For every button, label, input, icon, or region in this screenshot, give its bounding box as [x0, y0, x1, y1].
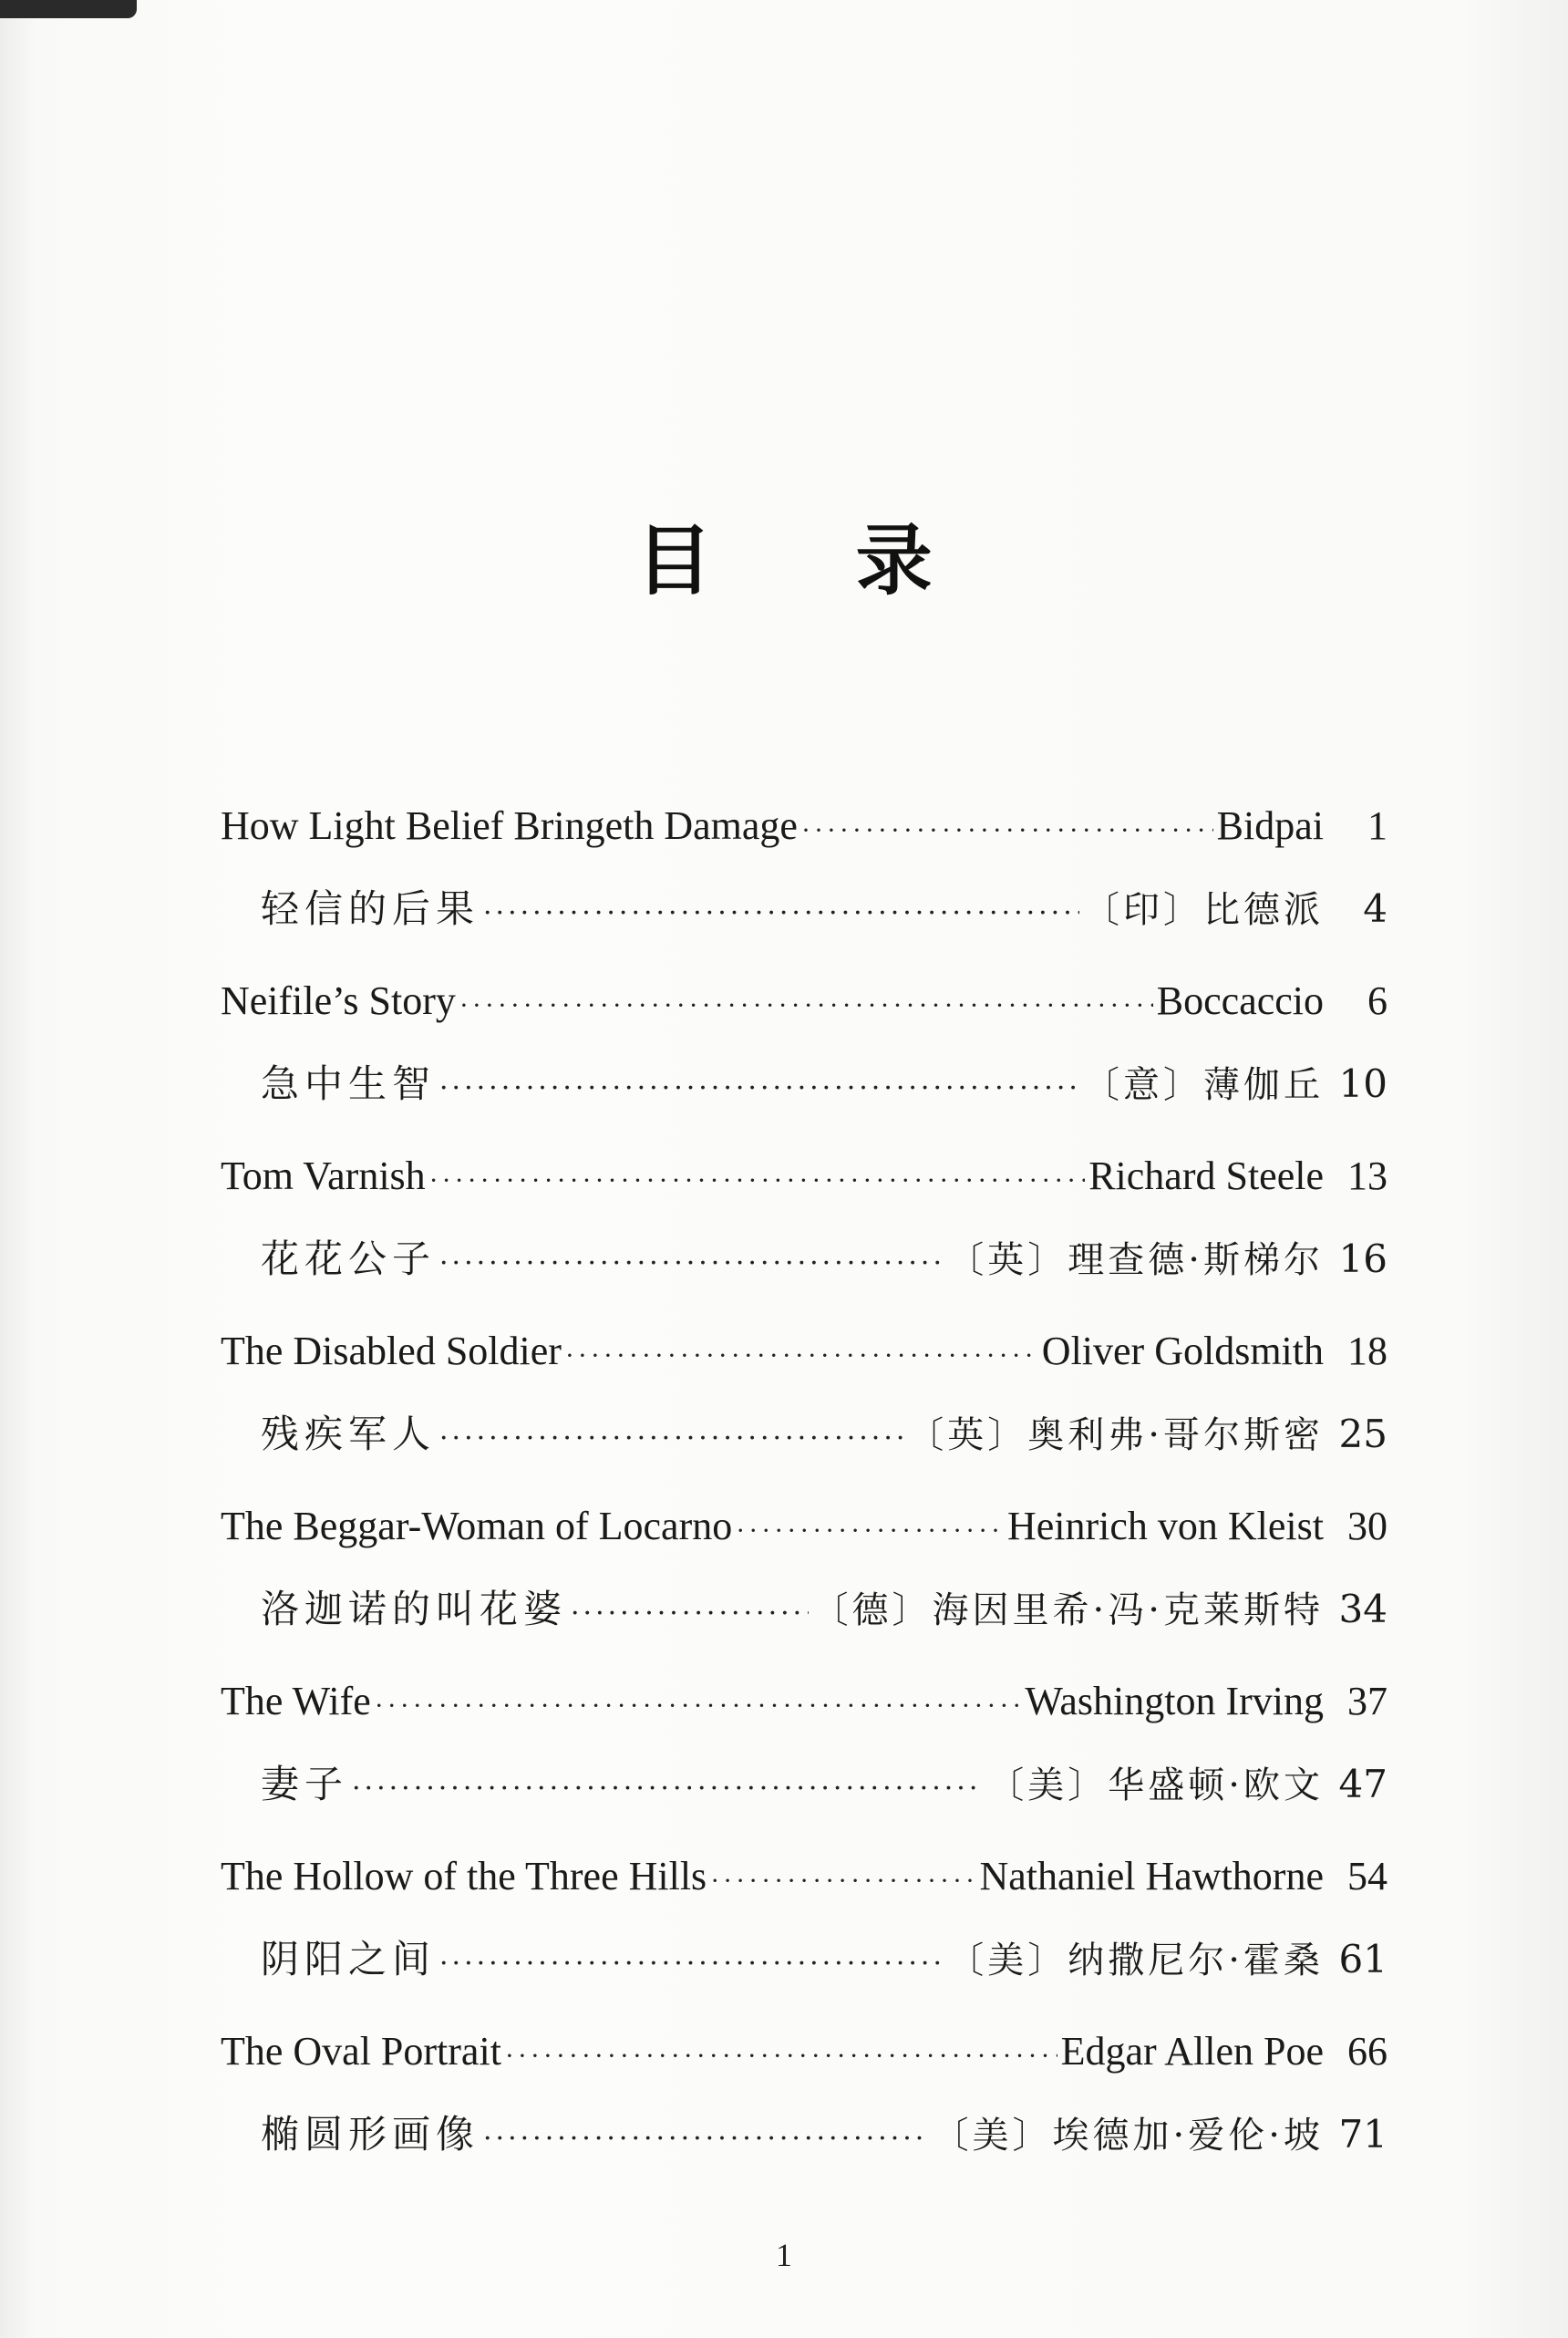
story-title-chinese: 阴阳之间: [261, 1937, 437, 1981]
author-chinese: 〔德〕海因里希·冯·克莱斯特: [811, 1589, 1324, 1631]
page-number: 1: [776, 2237, 792, 2273]
page-ref-english: 30: [1347, 1504, 1387, 1548]
toc-entry-chinese: [261, 1754, 1387, 1809]
story-title-english: Tom Varnish: [221, 1153, 426, 1198]
story-title-chinese: 洛迦诺的叫花婆: [261, 1587, 568, 1631]
toc-entry: [0, 1678, 1568, 1853]
dot-leader: [439, 1948, 944, 1980]
dot-leader: [710, 1866, 975, 1897]
story-title-chinese: 椭圆形画像: [261, 2112, 480, 2157]
page-ref-english: 66: [1347, 2029, 1387, 2074]
page-ref-english: 1: [1367, 803, 1387, 848]
dot-leader: [375, 1691, 1022, 1722]
page-ref-chinese: 4: [1363, 886, 1387, 931]
author-english: Heinrich von Kleist: [1006, 1504, 1324, 1548]
toc-entry: [0, 802, 1568, 978]
author-english: Richard Steele: [1088, 1153, 1324, 1198]
dot-leader: [801, 815, 1213, 846]
dot-leader: [439, 1422, 903, 1454]
author-chinese: 〔美〕埃德加·爱伦·坡: [932, 2115, 1324, 2157]
author-chinese: 〔意〕薄伽丘: [1083, 1064, 1324, 1106]
story-title-english: Neifile’s Story: [221, 978, 456, 1023]
story-title-chinese: 妻子: [261, 1762, 349, 1806]
dot-leader: [571, 1598, 809, 1629]
author-chinese: 〔美〕华盛顿·欧文: [987, 1764, 1324, 1806]
table-of-contents: [0, 802, 1568, 2203]
dot-leader: [483, 2123, 929, 2155]
story-title-english: The Beggar-Woman of Locarno: [221, 1504, 733, 1548]
dot-leader: [439, 1072, 1079, 1104]
dot-leader: [736, 1516, 1004, 1547]
dot-leader: [459, 990, 1153, 1021]
dot-leader: [505, 2041, 1057, 2072]
toc-entry-english: [221, 2028, 1387, 2074]
toc-entry: [0, 978, 1568, 1153]
page-ref-english: 13: [1347, 1153, 1387, 1198]
toc-entry: [0, 2028, 1568, 2203]
story-title-english: The Wife: [221, 1679, 371, 1723]
page-ref-english: 54: [1347, 1854, 1387, 1898]
toc-entry-english: [221, 1503, 1387, 1549]
story-title-english: The Hollow of the Three Hills: [221, 1854, 707, 1898]
toc-entry-chinese: [261, 1579, 1387, 1634]
author-chinese: 〔英〕奥利弗·哥尔斯密: [907, 1414, 1324, 1456]
toc-entry-chinese: [261, 1404, 1387, 1459]
page-ref-chinese: 71: [1338, 2112, 1387, 2157]
toc-entry: [0, 1328, 1568, 1503]
toc-entry-english: [221, 1153, 1387, 1199]
dot-leader: [483, 897, 1079, 929]
toc-entry-chinese: [261, 1054, 1387, 1109]
toc-entry-chinese: [261, 1929, 1387, 1984]
dot-leader: [439, 1247, 944, 1279]
author-english: Edgar Allen Poe: [1060, 2029, 1324, 2074]
toc-entry-chinese: [261, 879, 1387, 934]
story-title-chinese: 残疾军人: [261, 1412, 437, 1456]
author-chinese: 〔美〕纳撒尼尔·霍桑: [947, 1940, 1324, 1981]
story-title-chinese: 轻信的后果: [261, 886, 480, 931]
author-english: Washington Irving: [1025, 1679, 1324, 1723]
toc-entry-chinese: [261, 2105, 1387, 2159]
story-title-english: The Disabled Soldier: [221, 1329, 562, 1373]
story-title-english: How Light Belief Bringeth Damage: [221, 803, 798, 848]
story-title-english: The Oval Portrait: [221, 2029, 501, 2074]
page-ref-chinese: 16: [1338, 1236, 1387, 1281]
author-english: Boccaccio: [1156, 978, 1324, 1023]
author-english: Nathaniel Hawthorne: [979, 1854, 1324, 1898]
toc-entry-english: [221, 1678, 1387, 1724]
dot-leader: [352, 1773, 984, 1805]
toc-entry-english: [221, 978, 1387, 1024]
page-ref-chinese: 61: [1338, 1937, 1387, 1981]
story-title-chinese: 急中生智: [261, 1061, 437, 1106]
page-ref-chinese: 10: [1338, 1061, 1387, 1106]
dot-leader: [429, 1165, 1086, 1196]
page-ref-english: 6: [1367, 978, 1387, 1023]
toc-entry: [0, 1503, 1568, 1678]
author-chinese: 〔印〕比德派: [1083, 889, 1324, 931]
toc-entry-chinese: [261, 1229, 1387, 1284]
page-ref-chinese: 25: [1338, 1412, 1387, 1456]
page-ref-english: 37: [1347, 1679, 1387, 1723]
scan-edge-shadow: [0, 0, 137, 18]
toc-entry-english: [221, 1853, 1387, 1899]
page-ref-chinese: 34: [1338, 1587, 1387, 1631]
toc-entry-english: [221, 1328, 1387, 1374]
page-title: 目 录: [635, 516, 991, 605]
page-ref-english: 18: [1347, 1329, 1387, 1373]
dot-leader: [565, 1340, 1038, 1371]
toc-entry: [0, 1853, 1568, 2028]
author-english: Bidpai: [1216, 803, 1324, 848]
author-english: Oliver Goldsmith: [1041, 1329, 1324, 1373]
story-title-chinese: 花花公子: [261, 1236, 437, 1281]
page-ref-chinese: 47: [1338, 1762, 1387, 1806]
author-chinese: 〔英〕理查德·斯梯尔: [947, 1239, 1324, 1281]
toc-entry: [0, 1153, 1568, 1328]
toc-entry-english: [221, 802, 1387, 849]
